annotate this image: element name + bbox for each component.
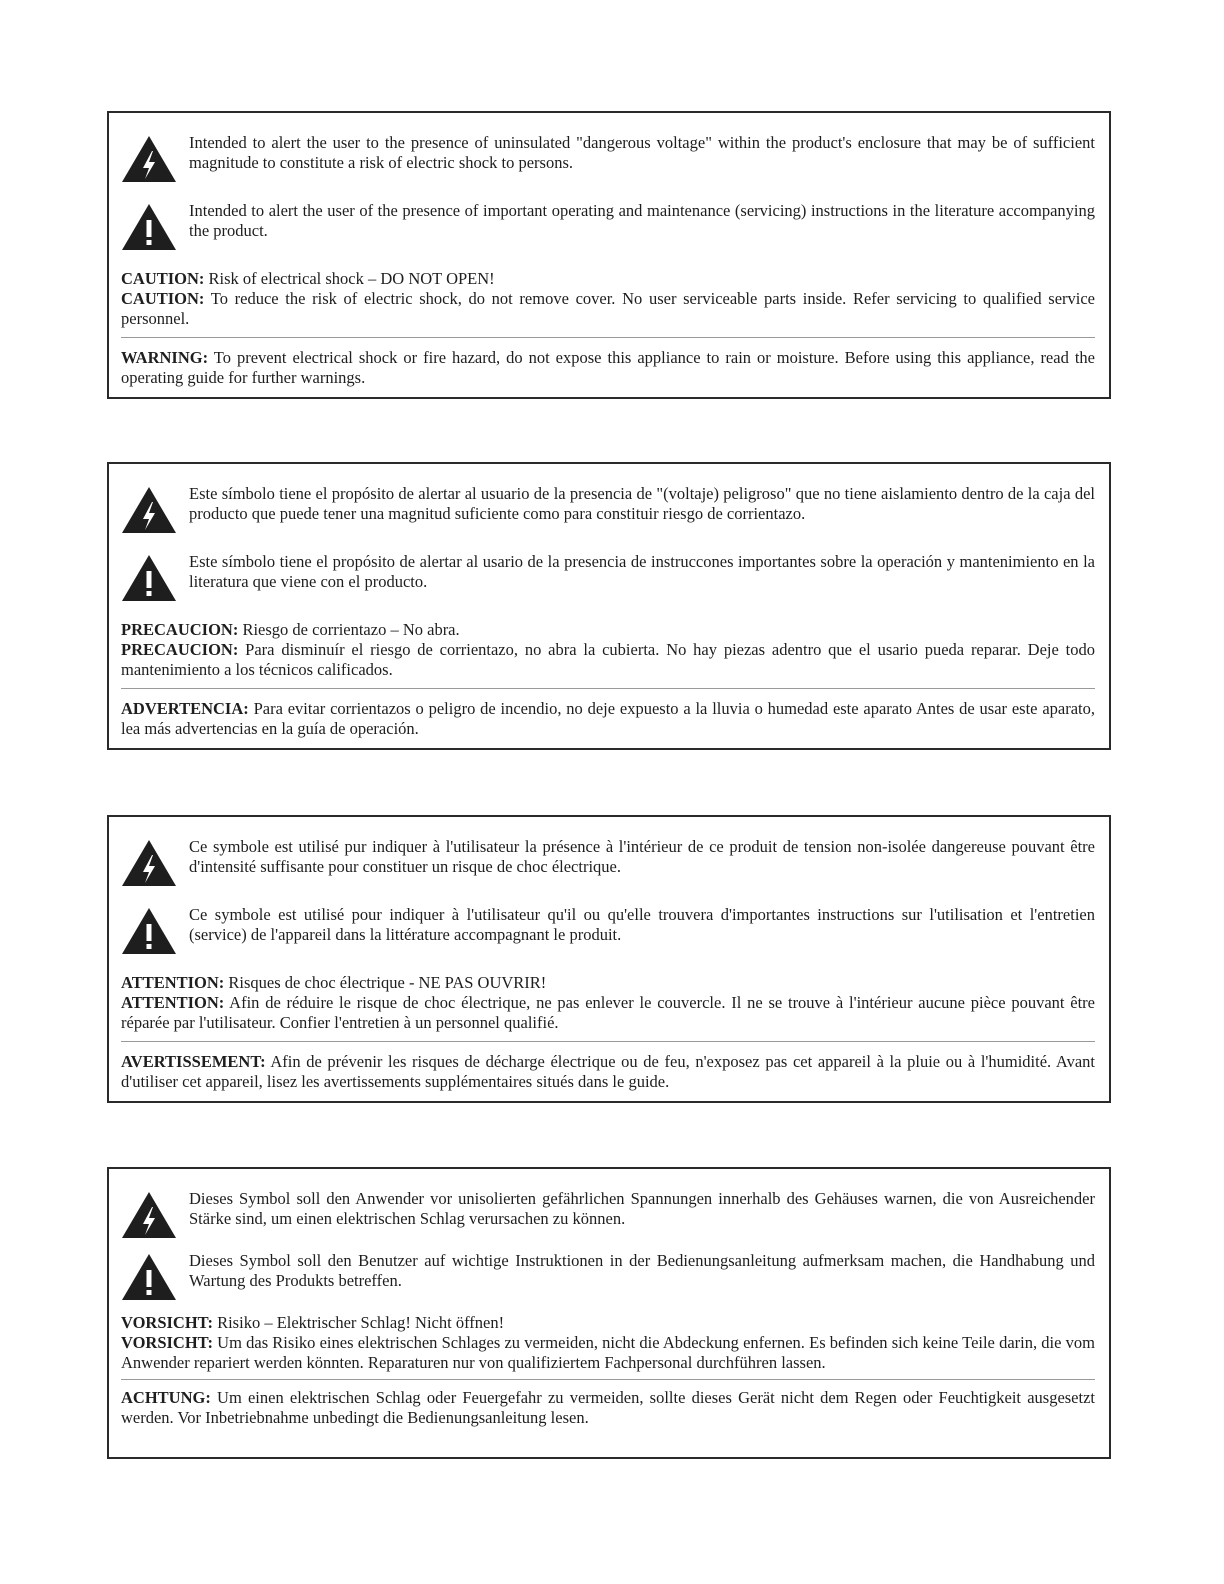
caution-label: PRECAUCION: (121, 620, 239, 639)
lightning-warning-icon (121, 839, 177, 887)
caution-text: Risk of electrical shock – DO NOT OPEN! (204, 269, 495, 288)
caution-text: Para disminuír el riesgo de corrientazo, no abra la cubierta. No hay piezas adentro que el usario pueda reparar. Deje todo mantenimiento a los técnicos calificados. (121, 640, 1095, 679)
symbol-shock-text: Ce symbole est utilisé pur indiquer à l'utilisateur la présence à l'intérieur de ce produit de tension non-isolée dangereuse pouvant être d'intensité suffisante pour constituer un risque de choc électrique. (189, 837, 1095, 876)
caution-line-1 (121, 269, 1095, 289)
lightning-warning-icon (121, 135, 177, 183)
exclamation-warning-icon (121, 1253, 177, 1301)
divider (121, 688, 1095, 689)
caution-label: VORSICHT: (121, 1313, 213, 1332)
caution-line-1 (121, 973, 1095, 993)
caution-text: Riesgo de corrientazo – No abra. (238, 620, 460, 639)
warning-line (121, 1052, 1095, 1092)
symbol-shock-text: Este símbolo tiene el propósito de alertar al usuario de la presencia de "(voltaje) peligroso" que no tiene aislamiento dentro de la caja del producto que puede tener una magnitud suficiente como para constituir riesgo de corrientazo. (189, 484, 1095, 523)
safety-box-french (107, 815, 1111, 1103)
warning-label: ADVERTENCIA: (121, 699, 249, 718)
symbol-info-text: Intended to alert the user of the presence of important operating and maintenance (servicing) instructions in the literature accompanying the product. (189, 201, 1095, 240)
lightning-warning-icon (121, 486, 177, 534)
symbol-shock-text: Dieses Symbol soll den Anwender vor unisolierten gefährlichen Spannungen innerhalb des Gehäuses warnen, die von Ausreichender Stärke sind, um einen elektrischen Schlag verursachen zu können. (189, 1189, 1095, 1228)
divider (121, 1379, 1095, 1380)
symbol-row-shock (121, 837, 1095, 887)
warning-text: Afin de prévenir les risques de décharge électrique ou de feu, n'exposez pas cet appareil à la pluie ou à l'humidité. Avant d'utiliser cet appareil, lisez les avertissements supplémentaires situés dans le guide. (121, 1052, 1095, 1091)
lightning-warning-icon (121, 1191, 177, 1239)
symbol-shock-text: Intended to alert the user to the presence of uninsulated "dangerous voltage" within the product's enclosure that may be of sufficient magnitude to constitute a risk of electric shock to persons. (189, 133, 1095, 172)
symbol-row-info (121, 1251, 1095, 1301)
warning-line (121, 348, 1095, 388)
caution-line-1 (121, 620, 1095, 640)
warning-label: WARNING: (121, 348, 209, 367)
warning-label: AVERTISSEMENT: (121, 1052, 266, 1071)
symbol-row-info (121, 905, 1095, 955)
safety-box-spanish (107, 462, 1111, 750)
warning-text: Para evitar corrientazos o peligro de incendio, no deje expuesto a la lluvia o humedad este aparato Antes de usar este aparato, lea más advertencias en la guía de operación. (121, 699, 1095, 738)
caution-text: Um das Risiko eines elektrischen Schlages zu vermeiden, nicht die Abdeckung enfernen. Es befinden sich keine Teile darin, die vom Anwender repariert werden könnten. Reparaturen nur von qualifiziertem Fachpersonal durchführen lassen. (121, 1333, 1095, 1372)
warning-line (121, 699, 1095, 739)
divider (121, 337, 1095, 338)
caution-label: ATTENTION: (121, 993, 225, 1012)
caution-line-2 (121, 289, 1095, 329)
symbol-row-info (121, 201, 1095, 251)
caution-text: Risiko – Elektrischer Schlag! Nicht öffnen! (212, 1313, 505, 1332)
symbol-row-info (121, 552, 1095, 602)
exclamation-warning-icon (121, 203, 177, 251)
symbol-row-shock (121, 1189, 1095, 1239)
exclamation-warning-icon (121, 907, 177, 955)
caution-label: CAUTION: (121, 289, 205, 308)
symbol-info-text: Dieses Symbol soll den Benutzer auf wichtige Instruktionen in der Bedienungsanleitung aufmerksam machen, die Handhabung und Wartung des Produkts betreffen. (189, 1251, 1095, 1290)
caution-text: To reduce the risk of electric shock, do not remove cover. No user serviceable parts inside. Refer servicing to qualified service personnel. (121, 289, 1095, 328)
divider (121, 1041, 1095, 1042)
caution-line-2 (121, 640, 1095, 680)
caution-label: PRECAUCION: (121, 640, 239, 659)
warning-line (121, 1388, 1095, 1428)
exclamation-warning-icon (121, 554, 177, 602)
symbol-info-text: Ce symbole est utilisé pour indiquer à l'utilisateur qu'il ou qu'elle trouvera d'importantes instructions sur l'utilisation et l'entretien (service) de l'appareil dans la littérature accompagnant le produit. (189, 905, 1095, 944)
warning-text: Um einen elektrischen Schlag oder Feuergefahr zu vermeiden, sollte dieses Gerät nicht dem Regen oder Feuchtigkeit ausgesetzt werden. Vor Inbetriebnahme unbedingt die Bedienungsanleitung lesen. (121, 1388, 1095, 1427)
caution-line-1 (121, 1313, 1095, 1333)
caution-label: CAUTION: (121, 269, 205, 288)
symbol-info-text: Este símbolo tiene el propósito de alertar al usario de la presencia de instruccones importantes sobre la operación y mantenimiento en la literatura que viene con el producto. (189, 552, 1095, 591)
caution-text: Risques de choc électrique - NE PAS OUVRIR! (224, 973, 547, 992)
symbol-row-shock (121, 133, 1095, 183)
safety-box-english (107, 111, 1111, 399)
caution-label: ATTENTION: (121, 973, 225, 992)
caution-line-2 (121, 1333, 1095, 1373)
safety-box-german (107, 1167, 1111, 1459)
caution-text: Afin de réduire le risque de choc électrique, ne pas enlever le couvercle. Il ne se trouve à l'intérieur aucune pièce pouvant être réparée par l'utilisateur. Confier l'entretien à un personnel qualifié. (121, 993, 1095, 1032)
warning-label: ACHTUNG: (121, 1388, 211, 1407)
caution-line-2 (121, 993, 1095, 1033)
caution-label: VORSICHT: (121, 1333, 213, 1352)
symbol-row-shock (121, 484, 1095, 534)
warning-text: To prevent electrical shock or fire hazard, do not expose this appliance to rain or moisture. Before using this appliance, read the operating guide for further warnings. (121, 348, 1095, 387)
